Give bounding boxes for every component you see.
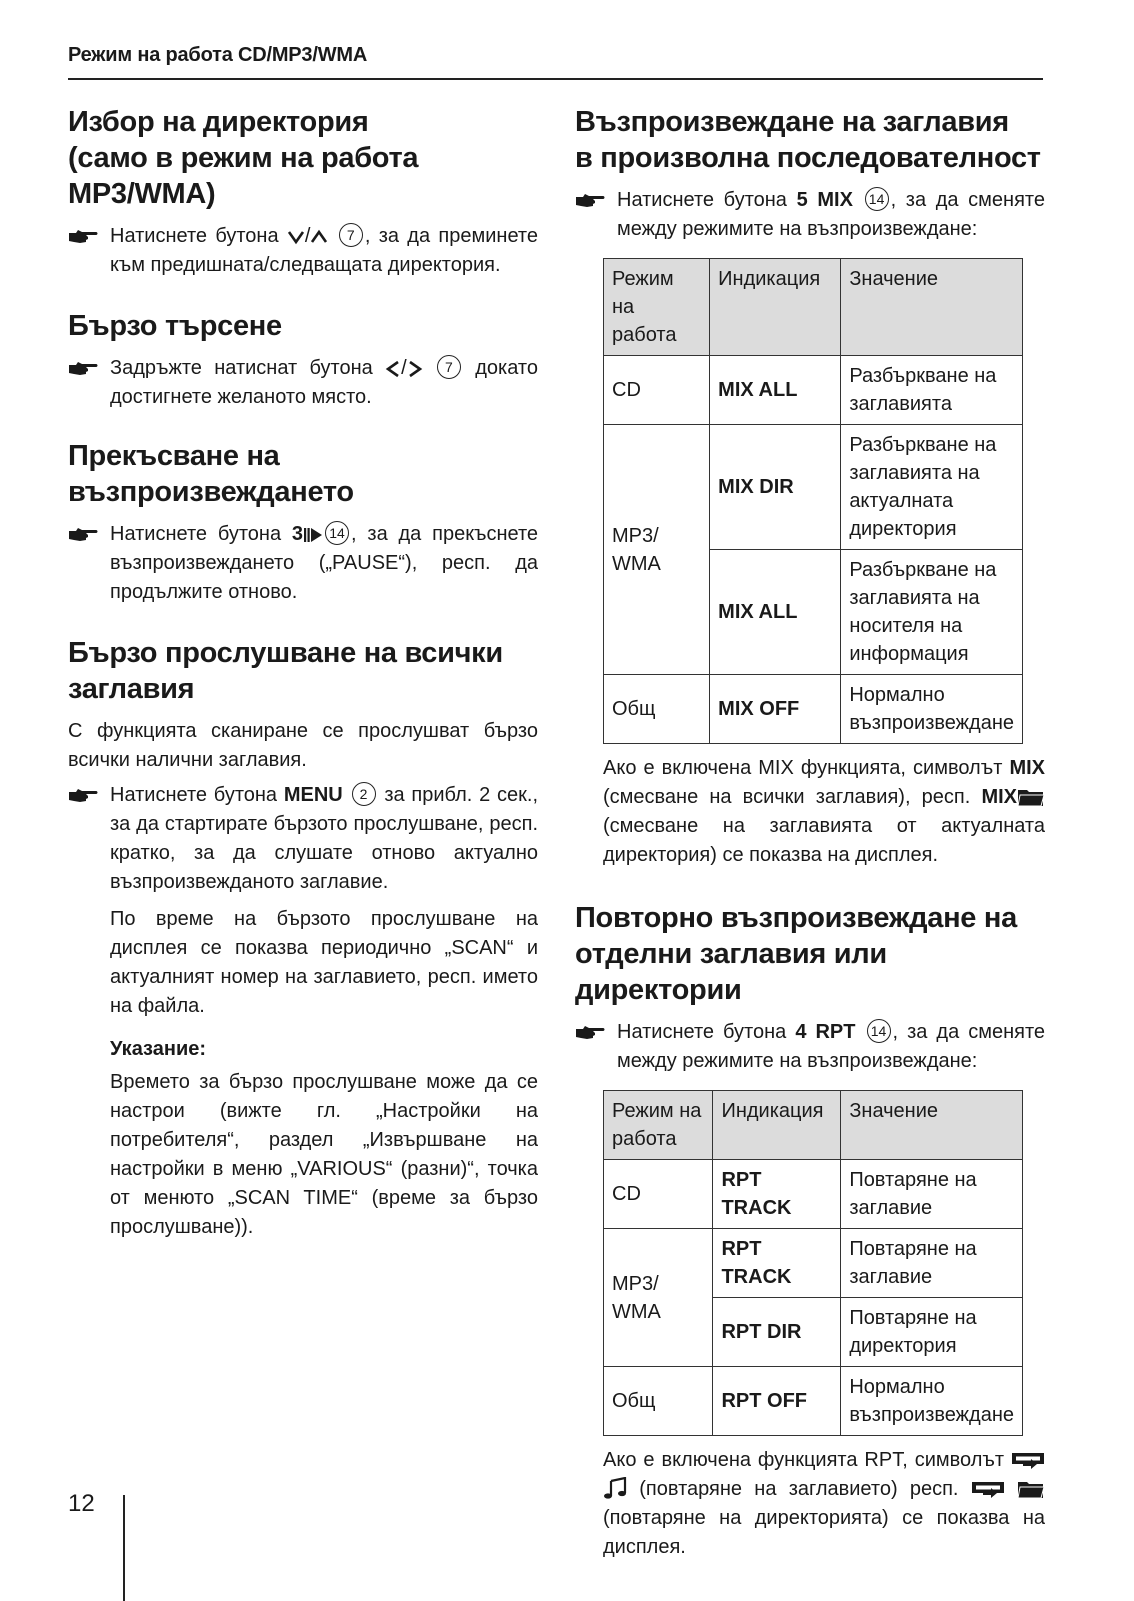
text-fragment: (повтаряне на заглавието) респ.: [639, 1478, 959, 1500]
table-header: Индикация: [713, 1091, 841, 1160]
table-row: [604, 425, 1023, 550]
chevron-down-icon: [287, 228, 305, 246]
table-row: [604, 1160, 1023, 1229]
repeat-icon: [1011, 1450, 1045, 1470]
button-label: 3: [291, 523, 304, 545]
title-line: (само в режим на работа MP3/WMA): [68, 142, 419, 210]
text-fragment: Ако е включена функцията RPT, символът: [603, 1449, 1005, 1471]
table-row: [604, 356, 1023, 425]
table-row: [604, 675, 1023, 744]
pointing-hand-icon: [68, 525, 98, 543]
button-number-badge: 14: [325, 521, 349, 545]
step-text: Натиснете бутона: [110, 784, 278, 806]
folder-icon: [1017, 787, 1045, 807]
step-fast-search: [68, 354, 538, 412]
step-text: за прибл. 2 сек., за да стартирате бързото прослушване, респ. кратко, за да слушате отново актуално възпроизвежданото заглавие.: [110, 784, 539, 893]
page-number-rule: [123, 1495, 125, 1601]
step-repeat: [575, 1018, 1045, 1076]
meaning-cell: Нормално възпроизвеждане: [841, 1367, 1023, 1436]
right-column: [575, 104, 1045, 1562]
folder-icon: [1017, 1479, 1045, 1499]
mix-symbol: MIX: [981, 786, 1018, 808]
section-title-directory: [68, 104, 538, 212]
meaning-cell: Нормално възпроизвеждане: [841, 675, 1023, 744]
header-rule: [68, 78, 1043, 80]
step-text: Натиснете бутона: [617, 1021, 787, 1043]
chevron-left-icon: [385, 360, 401, 378]
table-header-row: [604, 1091, 1023, 1160]
meaning-cell: Разбъркване на заглавията: [841, 356, 1023, 425]
section-title-pause: Прекъсване на възпроизвеждането: [68, 440, 354, 508]
page-number: 12: [68, 1490, 95, 1517]
table-header: Индикация: [710, 259, 841, 356]
step-text: Натиснете бутона: [617, 189, 787, 211]
step-directory: [68, 222, 538, 280]
text-fragment: Ако е включена MIX функцията, символът: [603, 757, 1003, 779]
button-label: 5 MIX: [796, 189, 853, 211]
button-number-badge: 14: [867, 1019, 891, 1043]
pointing-hand-icon: [575, 191, 605, 209]
title-line: отделни заглавия или директории: [575, 938, 887, 1006]
title-line: Избор на директория: [68, 106, 369, 138]
pause-play-icon: [303, 526, 323, 544]
indication-cell: MIX OFF: [710, 675, 841, 744]
indication-cell: RPT DIR: [713, 1298, 841, 1367]
section-title-shuffle: [575, 104, 1045, 176]
rpt-mode-table: [603, 1090, 1023, 1436]
repeat-icon: [971, 1479, 1005, 1499]
title-line: в произволна последователност: [575, 142, 1041, 174]
table-header: Значение: [841, 259, 1023, 356]
pointing-hand-icon: [575, 1023, 605, 1041]
table-header: Режим на работа: [604, 259, 710, 356]
mode-cell: MP3/ WMA: [604, 425, 710, 675]
title-line: заглавия: [68, 673, 195, 705]
meaning-cell: Повтаряне на заглавие: [841, 1160, 1023, 1229]
note-text: Времето за бързо прослушване може да се настрои (вижте гл. „Настройки на потребителя“, раздел „Извършване на настройки в меню „VARIOUS“ (разни)“, точка от менюто „SCAN TIME“ (време за бързо прослушване)).: [110, 1071, 538, 1238]
section-title-repeat: [575, 900, 1045, 1008]
step-text: , за да прекъснете възпроизвеждането („PAUSE“), респ. да продължите отново.: [110, 523, 539, 603]
separator: /: [304, 225, 311, 247]
table-header-row: [604, 259, 1023, 356]
pointing-hand-icon: [68, 359, 98, 377]
indication-cell: RPT TRACK: [713, 1229, 841, 1298]
scan-intro: С функцията сканиране се прослушват бързо всички налични заглавия.: [68, 720, 538, 771]
section-title-scan: [68, 635, 538, 707]
step-text: Задръжте натиснат бутона: [110, 357, 373, 379]
chevron-up-icon: [310, 228, 328, 246]
table-row: [604, 1367, 1023, 1436]
title-line: Възпроизвеждане на заглавия: [575, 106, 1009, 138]
button-label: MENU: [283, 784, 343, 806]
step-text: Натиснете бутона: [110, 225, 279, 247]
table-header: Значение: [841, 1091, 1023, 1160]
meaning-cell: Разбъркване на заглавията на носителя на информация: [841, 550, 1023, 675]
meaning-cell: Повтаряне на заглавие: [841, 1229, 1023, 1298]
mode-cell: Общ: [604, 1367, 713, 1436]
button-number-badge: 2: [352, 782, 376, 806]
button-number-badge: 7: [339, 223, 363, 247]
step-pause: [68, 520, 538, 607]
scan-display-text: По време на бързото прослушване на дисплея се показва периодично „SCAN“ и актуалният номер на заглавието, респ. името на файла.: [110, 908, 538, 1017]
pointing-hand-icon: [68, 227, 98, 245]
step-shuffle: [575, 186, 1045, 244]
meaning-cell: Повтаряне на директория: [841, 1298, 1023, 1367]
button-number-badge: 7: [437, 355, 461, 379]
separator: /: [401, 357, 407, 379]
left-column: [68, 104, 538, 1242]
step-scan: [68, 781, 538, 897]
text-fragment: (смесване на заглавията от актуалната директория) се показва на дисплея.: [603, 815, 1045, 866]
step-text: , за да преминете към предишната/следващата директория.: [110, 225, 538, 276]
table-row: [604, 1229, 1023, 1298]
table-header: Режим на работа: [604, 1091, 713, 1160]
button-number-badge: 14: [865, 187, 889, 211]
running-header: Режим на работа CD/MP3/WMA: [68, 44, 368, 66]
text-fragment: (смесване на всички заглавия), респ.: [603, 786, 971, 808]
title-line: Повторно възпроизвеждане на: [575, 902, 1017, 934]
step-text: , за да сменяте между режимите на възпроизвеждане:: [617, 1021, 1046, 1072]
mix-mode-table: [603, 258, 1023, 744]
pointing-hand-icon: [68, 786, 98, 804]
mix-symbol-text: [575, 754, 1045, 870]
indication-cell: MIX ALL: [710, 550, 841, 675]
rpt-symbol-text: [575, 1446, 1045, 1562]
chevron-right-icon: [407, 360, 423, 378]
step-text: Натиснете бутона: [110, 523, 282, 545]
indication-cell: RPT TRACK: [713, 1160, 841, 1229]
mode-cell: MP3/ WMA: [604, 1229, 713, 1367]
button-label: 4 RPT: [795, 1021, 856, 1043]
meaning-cell: Разбъркване на заглавията на актуалната директория: [841, 425, 1023, 550]
title-line: Бързо прослушване на всички: [68, 637, 503, 669]
text-fragment: (повтаряне на директорията) се показва на дисплея.: [603, 1507, 1045, 1558]
step-text: , за да сменяте между режимите на възпроизвеждане:: [617, 189, 1045, 240]
indication-cell: MIX DIR: [710, 425, 841, 550]
mode-cell: CD: [604, 356, 710, 425]
indication-cell: RPT OFF: [713, 1367, 841, 1436]
note-title: Указание:: [110, 1038, 207, 1060]
mode-cell: CD: [604, 1160, 713, 1229]
mode-cell: Общ: [604, 675, 710, 744]
music-note-icon: [603, 1477, 627, 1499]
indication-cell: MIX ALL: [710, 356, 841, 425]
step-text: докато достигнете желаното място.: [110, 357, 538, 408]
section-title-fast-search: Бързо търсене: [68, 310, 282, 342]
mix-symbol: MIX: [1009, 757, 1045, 779]
